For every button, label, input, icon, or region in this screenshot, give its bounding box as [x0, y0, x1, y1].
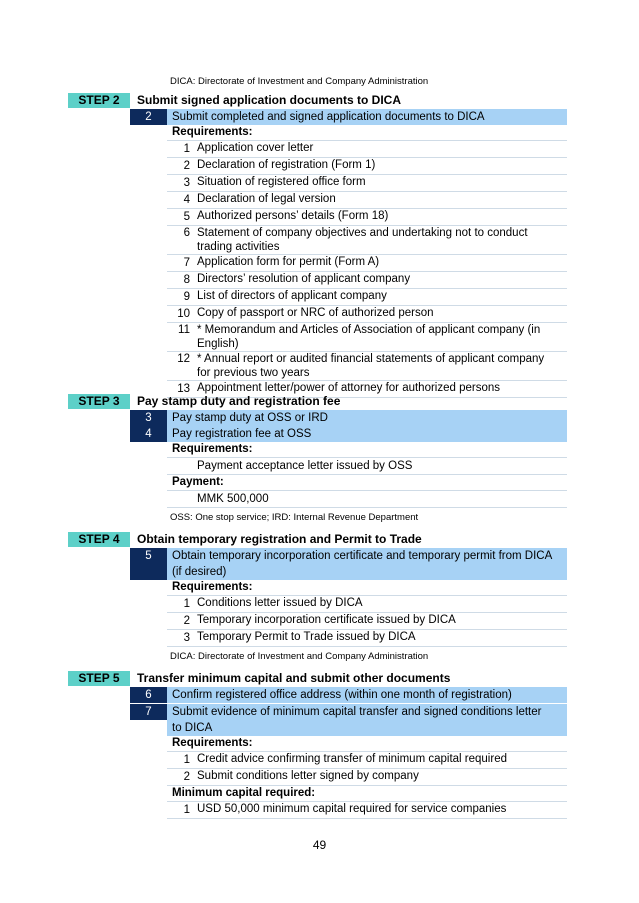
- list-item: [167, 209, 567, 226]
- item-text: Situation of registered office form: [197, 176, 366, 188]
- list-item: [167, 141, 567, 158]
- step-3-badge: STEP 3: [68, 394, 130, 409]
- list-item: [167, 192, 567, 209]
- list-item: [167, 158, 567, 175]
- list-item: [167, 226, 567, 255]
- minimum-capital-heading: Minimum capital required:: [167, 786, 567, 802]
- list-item: [167, 596, 567, 613]
- dica-note: DICA: Directorate of Investment and Company Administration: [170, 76, 429, 87]
- item-number: 12: [177, 353, 190, 365]
- step-2-title: Submit signed application documents to DICA: [137, 93, 402, 107]
- step-4-action-number: 5: [130, 548, 167, 580]
- step-5-action-number: 7: [130, 704, 167, 720]
- item-number: 3: [183, 632, 190, 644]
- item-number: 10: [177, 308, 190, 320]
- list-item: [167, 613, 567, 630]
- item-number: 1: [183, 754, 190, 766]
- item-number: 8: [183, 274, 190, 286]
- step-5-requirements: [167, 736, 567, 819]
- step-5-action-text: Confirm registered office address (within one month of registration): [167, 687, 567, 703]
- item-text: Credit advice confirming transfer of minimum capital required: [197, 753, 507, 765]
- payment-heading: Payment:: [167, 475, 567, 491]
- item-number: 4: [183, 194, 190, 206]
- item-number: 1: [183, 598, 190, 610]
- item-text: Temporary Permit to Trade issued by DICA: [197, 631, 416, 643]
- item-number: 7: [183, 257, 190, 269]
- list-item: [167, 752, 567, 769]
- list-item: [167, 323, 567, 352]
- step-2-action-text: Submit completed and signed application documents to DICA: [167, 109, 567, 125]
- list-item: [167, 630, 567, 647]
- step-5-badge: STEP 5: [68, 671, 130, 686]
- step-3-title: Pay stamp duty and registration fee: [137, 394, 341, 408]
- list-item: Payment acceptance letter issued by OSS: [167, 458, 567, 475]
- item-text: USD 50,000 minimum capital required for service companies: [197, 803, 507, 815]
- item-text: Submit conditions letter signed by company: [197, 770, 419, 782]
- step-2-badge: STEP 2: [68, 93, 130, 108]
- requirements-heading: Requirements:: [167, 580, 567, 596]
- item-text: Conditions letter issued by DICA: [197, 597, 363, 609]
- step-3-action-text: Pay stamp duty at OSS or IRD: [167, 410, 567, 426]
- payment-amount: MMK 500,000: [167, 491, 567, 508]
- requirements-heading: Requirements:: [167, 442, 567, 458]
- step-3-action-text: Pay registration fee at OSS: [167, 426, 567, 442]
- item-text: Appointment letter/power of attorney for authorized persons: [197, 382, 501, 394]
- item-text: Copy of passport or NRC of authorized person: [197, 307, 434, 319]
- step-5-action-number: 6: [130, 687, 167, 703]
- step-4-requirements: [167, 580, 567, 647]
- list-item: [167, 289, 567, 306]
- item-number: 11: [178, 324, 190, 336]
- item-number: 6: [183, 227, 190, 239]
- item-text: Declaration of legal version: [197, 193, 336, 205]
- item-number: 2: [183, 160, 190, 172]
- item-number: 9: [183, 291, 190, 303]
- list-item: [167, 175, 567, 192]
- page-number: 49: [312, 838, 327, 852]
- item-text: Temporary incorporation certificate issued by DICA: [197, 614, 456, 626]
- step-2-requirements: [167, 125, 567, 398]
- item-number: 2: [183, 771, 190, 783]
- item-text: Declaration of registration (Form 1): [197, 159, 376, 171]
- item-number: 2: [183, 615, 190, 627]
- item-text: Authorized persons’ details (Form 18): [197, 210, 389, 222]
- step-5-title: Transfer minimum capital and submit other documents: [137, 671, 451, 685]
- item-text: Application form for permit (Form A): [197, 256, 380, 268]
- step-3-details: [167, 442, 567, 508]
- list-item: [167, 352, 567, 381]
- step-3-action-number: 4: [130, 426, 167, 442]
- oss-ird-note: OSS: One stop service; IRD: Internal Revenue Department: [170, 512, 419, 523]
- list-item: [167, 272, 567, 289]
- item-number: 3: [183, 177, 190, 189]
- item-text: * Annual report or audited financial statements of applicant company for previous two years: [197, 353, 545, 379]
- list-item: [167, 306, 567, 323]
- item-text: Directors’ resolution of applicant company: [197, 273, 411, 285]
- requirements-heading: Requirements:: [167, 125, 567, 141]
- list-item: [167, 769, 567, 786]
- item-text: * Memorandum and Articles of Association of applicant company (in English): [197, 324, 541, 350]
- item-text: List of directors of applicant company: [197, 290, 387, 302]
- step-3-action-number: 3: [130, 410, 167, 426]
- item-text: Application cover letter: [197, 142, 314, 154]
- item-number: 5: [183, 211, 190, 223]
- requirements-heading: Requirements:: [167, 736, 567, 752]
- step-2-action-number: 2: [130, 109, 167, 125]
- list-item: [167, 255, 567, 272]
- item-number: 1: [183, 143, 190, 155]
- step-4-badge: STEP 4: [68, 532, 130, 547]
- dica-note: DICA: Directorate of Investment and Company Administration: [170, 651, 429, 662]
- step-5-action-text: Submit evidence of minimum capital transfer and signed conditions letter to DICA: [167, 704, 567, 736]
- list-item: [167, 802, 567, 819]
- item-text: Statement of company objectives and undertaking not to conduct trading activities: [197, 227, 528, 253]
- item-number: 13: [177, 383, 190, 395]
- item-number: 1: [183, 804, 190, 816]
- step-4-title: Obtain temporary registration and Permit to Trade: [137, 532, 422, 546]
- step-4-action-text: Obtain temporary incorporation certificate and temporary permit from DICA (if desired): [167, 548, 567, 580]
